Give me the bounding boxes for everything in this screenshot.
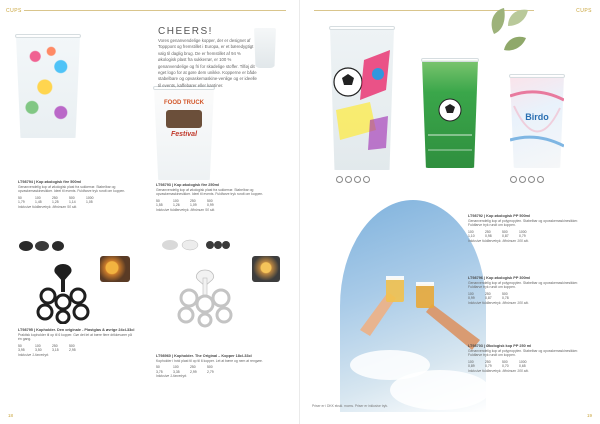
price-cell: 2,79 — [207, 369, 214, 374]
qty-header: 500 — [69, 195, 75, 200]
white-cup-holder-image — [170, 266, 240, 328]
product-code-p5: LT98795 | Kopholder. Den originale - Plastglas & øvrige 24cl-33cl — [18, 328, 135, 332]
raised-cups-illustration — [340, 200, 486, 412]
qty-header: 500 — [502, 229, 508, 234]
price-cell: 2,95 — [69, 348, 76, 353]
black-holder-thumbnails — [18, 238, 66, 254]
football-cup-print — [330, 30, 394, 170]
product-note-p3: Inklusive fuldfarvetryk. Minimum 100 stk. — [468, 238, 530, 243]
qty-header: 100 — [468, 359, 474, 364]
stack-icon — [537, 176, 544, 183]
cheers-sky-photo — [340, 200, 486, 412]
price-cell: 1,09 — [190, 203, 197, 208]
price-cell: 0,98 — [485, 234, 492, 239]
drink-photo-thumbnail — [252, 256, 280, 282]
qty-header: 500 — [502, 359, 508, 364]
product-desc-p1: Genanvendelig kop af økologisk plast fra sukkerrør. Stabelbar og opvaskemaskinesikker. Ideel til events. Fuldfarve tryk rundt om koppen. — [18, 184, 126, 194]
intro-body: Vores genanvendelige kopper, der er designet af Topppont og fremstillet i Europa, er et bæredygtigt valg til daglig brug. De er fremstillet af 94 % økologisk plast fra sukkerrør, er 100 % genanvendelige og fri for skadelige stoffer. Tilføj dit eget logo for at gøre dem unikke. Kopperne er både stabelbare og opvaskemaskine-venlige og er ideelle til events, kaffebarer eller kantiner. — [158, 38, 257, 88]
product-note-p1: Inklusive fuldfarvetryk. Minimum 50 stk. — [18, 204, 78, 209]
price-cell: 1,79 — [18, 200, 25, 205]
product-code-p2: LT98793 | Kop økologisk fire 250ml — [156, 183, 220, 187]
birdo-cup-rim — [509, 74, 565, 78]
product-desc-p7: Genanvendelig kop af polypropylen. Stabelbar og opvaskemaskinesikker. Fuldfarve tryk rundt om koppen. — [468, 348, 579, 358]
product-desc-p2: Genanvendelig kop af økologisk plast fra sukkerrør. Stabelbar og opvaskemaskinesikker. Ideel til events. Fuldfarve tryk rundt om koppen. — [156, 187, 264, 197]
price-cell: 1,55 — [156, 203, 163, 208]
price-disclaimer: Priser er i DKK ekskl. moms. Priser er inklusive tryk. — [312, 404, 389, 408]
left-section-tab: CUPS — [6, 8, 22, 14]
qty-header: 250 — [52, 343, 58, 348]
qty-header: 500 — [502, 291, 508, 296]
qty-header: 100 — [468, 229, 474, 234]
price-cell: 3,75 — [156, 369, 163, 374]
product-code-p7: LT98703 | Økologisk kop PP 250 ml — [468, 344, 532, 348]
birdo-cup-print — [510, 76, 564, 168]
product-block-p2 — [156, 183, 274, 213]
leaves-decoration — [484, 4, 534, 56]
product-note-p2: Inklusive fuldfarvetryk. Minimum 50 stk. — [156, 207, 216, 212]
price-cell: 0,99 — [468, 296, 475, 301]
qty-header: 1000 — [86, 195, 94, 200]
product-desc-p3: Genanvendelig kop af polypropylen. Stabelbar og opvaskemaskinesikker. Fuldfarve tryk rundt om koppen. — [468, 218, 579, 228]
product-block-p4 — [468, 276, 586, 306]
beer-photo-thumbnail — [100, 256, 130, 282]
doodle-cup-image — [16, 36, 80, 138]
dishwasher-icon — [345, 176, 352, 183]
qty-header: 50 — [18, 195, 22, 200]
stack-icon — [363, 176, 370, 183]
feature-icons-right — [510, 176, 544, 183]
price-cell: 0,79 — [485, 364, 492, 369]
product-note-p5: Inklusive 1-farvetryk. — [18, 352, 50, 357]
qty-header: 500 — [207, 365, 213, 370]
price-cell: 0,65 — [519, 364, 526, 369]
white-holder-thumbnails — [160, 236, 234, 254]
product-code-p1: LT98794 | Kop økologisk fire 500ml — [18, 180, 82, 184]
price-cell: 0,89 — [468, 364, 475, 369]
food-truck-graphic — [166, 110, 202, 128]
price-cell: 1,26 — [173, 203, 180, 208]
product-code-p6: LT98960 | Kopholder. The Original – Kopper 18cl-33cl — [156, 354, 252, 358]
price-cell: 0,99 — [207, 203, 214, 208]
recycle-icon — [510, 176, 517, 183]
price-cell: 1,10 — [468, 234, 475, 239]
festival-print-top: FOOD TRUCK — [164, 100, 204, 106]
product-desc-p6: Kopholder i hvid plast til op til 6 kopper. Let at bære og nem at rengøre. — [156, 358, 263, 363]
recycle-icon — [336, 176, 343, 183]
qty-header: 250 — [190, 365, 196, 370]
qty-header: 250 — [485, 359, 491, 364]
dishwasher-icon — [519, 176, 526, 183]
price-cell: 0,87 — [485, 296, 492, 301]
price-cell: 0,70 — [502, 364, 509, 369]
price-cell: 2,99 — [190, 369, 197, 374]
qty-header: 500 — [69, 343, 75, 348]
product-note-p7: Inklusive fuldfarvetryk. Minimum 100 stk. — [468, 368, 530, 373]
right-section-tab: CUPS — [576, 8, 592, 14]
qty-header: 250 — [485, 291, 491, 296]
qty-header: 50 — [156, 365, 160, 370]
right-page — [300, 0, 600, 424]
product-desc-p5: Praktisk kopholder til op til 6 kopper. Gør det let at bære flere drikkevarer på én gang. — [18, 332, 132, 342]
qty-header: 500 — [207, 198, 213, 203]
intro-title: CHEERS! — [158, 26, 213, 37]
price-cell: 3,95 — [18, 348, 25, 353]
product-code-p3: LT98792 | Kop økologisk PP 500ml — [468, 214, 531, 218]
price-cell: 0,79 — [519, 234, 526, 239]
product-block-p1 — [18, 180, 136, 210]
product-block-p5 — [18, 328, 136, 358]
price-cell: 3,35 — [173, 369, 180, 374]
price-cell: 1,25 — [52, 200, 59, 205]
qty-header: 50 — [156, 198, 160, 203]
qty-header: 250 — [52, 195, 58, 200]
product-block-p3 — [468, 214, 586, 244]
qty-header: 1000 — [519, 359, 527, 364]
qty-header: 250 — [190, 198, 196, 203]
price-cell: 0,78 — [502, 296, 509, 301]
qty-header: 100 — [468, 291, 474, 296]
price-cell: 1,45 — [35, 200, 42, 205]
product-code-p4: LT98796 | Kop økologisk PP 300ml — [468, 276, 531, 280]
product-note-p4: Inklusive fuldfarvetryk. Minimum 100 stk. — [468, 300, 530, 305]
doodle-cup-rim — [15, 34, 81, 38]
price-cell: 3,50 — [35, 348, 42, 353]
qty-header: 100 — [173, 198, 179, 203]
festival-print-bottom: Festival — [170, 131, 198, 138]
qty-header: 100 — [35, 195, 41, 200]
product-note-p6: Inklusive 1-farvetryk. — [156, 374, 188, 379]
qty-header: 100 — [35, 343, 41, 348]
price-cell: 3,15 — [52, 348, 59, 353]
right-page-number: 19 — [586, 413, 592, 418]
qty-header: 50 — [18, 343, 22, 348]
feature-icons-left — [336, 176, 370, 183]
qty-header: 250 — [485, 229, 491, 234]
leaf-icon — [528, 176, 535, 183]
qty-header: 1000 — [519, 229, 527, 234]
black-cup-holder-image — [30, 258, 96, 324]
green-cup-print — [422, 60, 478, 168]
birdo-print-text: Birdo — [525, 112, 549, 122]
product-block-p6 — [156, 354, 274, 379]
price-cell: 0,87 — [502, 234, 509, 239]
left-page-number: 18 — [8, 413, 14, 418]
product-block-p7 — [468, 344, 586, 374]
qty-header: 100 — [173, 365, 179, 370]
football-cup-rim — [329, 26, 395, 30]
leaf-icon — [354, 176, 361, 183]
price-cell: 1,05 — [86, 200, 93, 205]
left-header-rule — [24, 10, 286, 11]
price-cell: 1,14 — [69, 200, 76, 205]
green-cup-rim — [421, 58, 479, 62]
product-desc-p4: Genanvendelig kop af polypropylen. Stabelbar og opvaskemaskinesikker. Fuldfarve tryk rundt om koppen. — [468, 280, 579, 290]
